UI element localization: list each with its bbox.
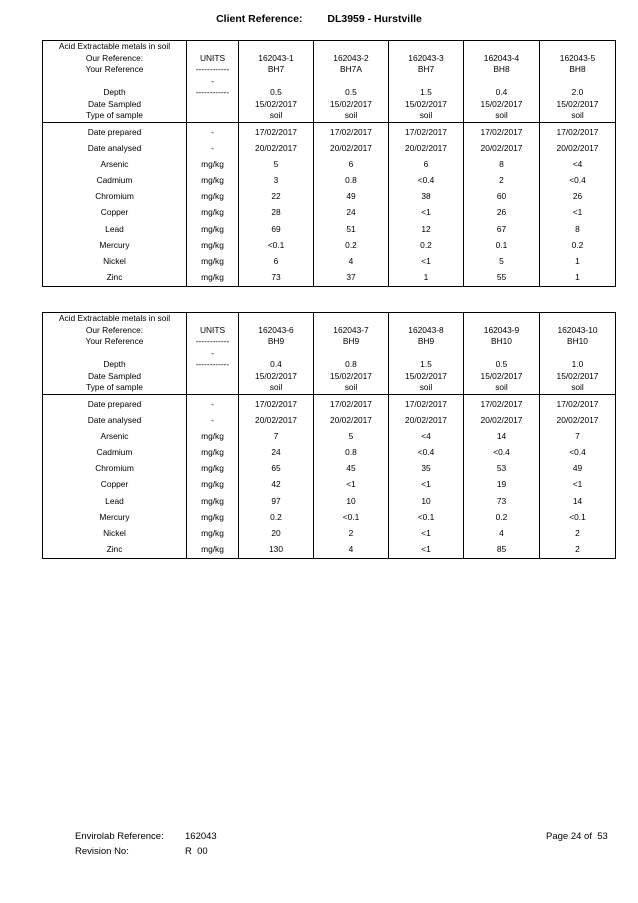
table-row <box>43 494 616 510</box>
result-value: 65 <box>239 461 314 477</box>
result-value: <0.1 <box>314 510 389 526</box>
result-value: 20/02/2017 <box>239 413 314 429</box>
sample-type: soil <box>269 110 283 120</box>
result-value: 35 <box>389 461 464 477</box>
analyte-name: Cadmium <box>43 173 187 189</box>
sample-date-sampled: 15/02/2017 <box>330 370 372 381</box>
result-value: 20/02/2017 <box>540 413 616 429</box>
results-table-2 <box>42 312 616 559</box>
sample-column <box>540 41 616 123</box>
sample-column <box>464 41 540 123</box>
result-value: 8 <box>464 157 540 173</box>
analyte-name: Date prepared <box>43 125 187 141</box>
analyte-unit: - <box>187 413 239 429</box>
table-row <box>43 542 616 559</box>
sample-spacer <box>314 313 388 325</box>
units-header-cell <box>187 382 238 394</box>
result-value: 85 <box>464 542 540 559</box>
table-title: Acid Extractable metals in soil <box>58 41 171 51</box>
result-value: 3 <box>239 173 314 189</box>
sample-depth: 0.5 <box>495 359 508 369</box>
analyte-name: Date analysed <box>43 141 187 157</box>
units-column <box>187 41 239 123</box>
sample-spacer <box>239 76 313 88</box>
result-value: 60 <box>464 189 540 205</box>
analyte-name: Lead <box>43 222 187 238</box>
analyte-unit: mg/kg <box>187 477 239 493</box>
table-row <box>43 189 616 205</box>
result-value: 6 <box>314 157 389 173</box>
table-row <box>43 429 616 445</box>
sample-type: soil <box>495 110 508 120</box>
analyte-unit: - <box>187 125 239 141</box>
analyte-name: Date prepared <box>43 397 187 413</box>
sample-your-reference: BH9 <box>417 336 435 346</box>
sample-our-reference: 162043-9 <box>483 324 520 335</box>
result-value: 49 <box>314 189 389 205</box>
result-value: 2 <box>540 542 616 559</box>
result-value: 17/02/2017 <box>239 125 314 141</box>
result-value: 10 <box>389 494 464 510</box>
analyte-name: Nickel <box>43 526 187 542</box>
result-value: 0.2 <box>314 238 389 254</box>
result-value: 0.2 <box>389 238 464 254</box>
sample-date-sampled: 15/02/2017 <box>405 98 447 109</box>
result-value: 10 <box>314 494 389 510</box>
sample-column <box>540 313 616 395</box>
result-value: 0.8 <box>314 173 389 189</box>
units-header-cell: - <box>211 75 214 86</box>
result-value: 17/02/2017 <box>389 125 464 141</box>
result-value: 12 <box>389 222 464 238</box>
table-row <box>43 173 616 189</box>
units-spacer <box>187 313 238 325</box>
sample-our-reference: 162043-10 <box>557 324 598 335</box>
sample-spacer <box>464 76 539 88</box>
envirolab-reference-value: 162043 <box>185 831 217 842</box>
result-value: <0.1 <box>540 510 616 526</box>
analyte-name: Arsenic <box>43 429 187 445</box>
sample-date-sampled: 15/02/2017 <box>330 98 372 109</box>
header-label <box>43 76 186 88</box>
result-value: <0.1 <box>389 510 464 526</box>
sample-column <box>314 41 389 123</box>
result-value: 1 <box>540 270 616 287</box>
result-value: 17/02/2017 <box>540 397 616 413</box>
analyte-unit: mg/kg <box>187 510 239 526</box>
sample-spacer <box>239 313 313 325</box>
analyte-name: Mercury <box>43 510 187 526</box>
sample-type: soil <box>344 110 358 120</box>
analyte-name: Nickel <box>43 254 187 270</box>
sample-column <box>389 41 464 123</box>
sample-depth: 0.5 <box>345 87 357 97</box>
header-label: Your Reference <box>85 64 144 74</box>
table-row <box>43 141 616 157</box>
table-row <box>43 125 616 141</box>
sample-your-reference: BH10 <box>567 336 588 346</box>
sample-spacer <box>540 313 615 325</box>
sample-spacer <box>540 41 615 53</box>
analyte-name: Zinc <box>43 542 187 559</box>
result-value: <0.4 <box>389 173 464 189</box>
units-header-cell: ------------ <box>195 336 230 346</box>
result-value: <4 <box>389 429 464 445</box>
sample-column <box>239 41 314 123</box>
result-value: <1 <box>389 254 464 270</box>
analyte-name: Date analysed <box>43 413 187 429</box>
sample-your-reference: BH10 <box>491 336 512 346</box>
table-row <box>43 477 616 493</box>
analyte-unit: mg/kg <box>187 222 239 238</box>
sample-your-reference: BH9 <box>267 336 285 346</box>
sample-spacer <box>464 313 539 325</box>
result-value: 73 <box>239 270 314 287</box>
analyte-name: Mercury <box>43 238 187 254</box>
result-value: 73 <box>464 494 540 510</box>
sample-date-sampled: 15/02/2017 <box>255 98 297 109</box>
table-row <box>43 397 616 413</box>
analyte-name: Copper <box>43 477 187 493</box>
units-header-cell: - <box>211 347 214 358</box>
header-label: Date Sampled <box>87 98 142 109</box>
result-value: <1 <box>389 542 464 559</box>
result-value: 20/02/2017 <box>540 141 616 157</box>
result-value: 17/02/2017 <box>540 125 616 141</box>
client-reference-header <box>0 13 638 25</box>
sample-spacer <box>464 41 539 53</box>
analyte-unit: mg/kg <box>187 189 239 205</box>
analyte-name: Chromium <box>43 189 187 205</box>
header-label: Depth <box>103 87 126 97</box>
units-spacer <box>187 41 238 53</box>
analyte-name: Arsenic <box>43 157 187 173</box>
analyte-unit: mg/kg <box>187 173 239 189</box>
result-value: 42 <box>239 477 314 493</box>
label-column <box>43 313 187 395</box>
units-header-cell: ------------ <box>195 359 230 369</box>
result-value: 20/02/2017 <box>314 141 389 157</box>
sample-our-reference: 162043-5 <box>559 52 596 63</box>
result-value: 17/02/2017 <box>314 397 389 413</box>
result-value: 67 <box>464 222 540 238</box>
header-row <box>43 313 616 395</box>
result-value: 20/02/2017 <box>464 141 540 157</box>
results-table-1 <box>42 40 616 287</box>
result-value: 17/02/2017 <box>314 125 389 141</box>
result-value: 5 <box>239 157 314 173</box>
result-value: 26 <box>540 189 616 205</box>
units-header-cell <box>187 99 238 111</box>
sample-spacer <box>314 76 388 88</box>
sample-depth: 1.5 <box>420 87 432 97</box>
sample-our-reference: 162043-8 <box>408 324 444 335</box>
result-value: 22 <box>239 189 314 205</box>
result-value: 53 <box>464 461 540 477</box>
analyte-name: Chromium <box>43 461 187 477</box>
result-value: 1 <box>540 254 616 270</box>
sample-spacer <box>239 41 313 53</box>
sample-spacer <box>540 76 615 88</box>
table-row <box>43 526 616 542</box>
analyte-unit: mg/kg <box>187 461 239 477</box>
result-value: 20/02/2017 <box>239 141 314 157</box>
result-value: 17/02/2017 <box>239 397 314 413</box>
header-label <box>43 348 186 360</box>
result-value: 2 <box>540 526 616 542</box>
analyte-unit: mg/kg <box>187 542 239 559</box>
sample-type: soil <box>419 110 433 120</box>
table-row <box>43 222 616 238</box>
client-reference-value: DL3959 - Hurstville <box>327 13 422 25</box>
sample-depth: 0.8 <box>345 359 357 369</box>
result-value: 24 <box>314 205 389 221</box>
result-value: 2 <box>314 526 389 542</box>
header-label: Our Reference: <box>85 52 144 63</box>
result-value: 4 <box>464 526 540 542</box>
sample-your-reference: BH8 <box>493 64 510 74</box>
table-row <box>43 238 616 254</box>
header-label: Depth <box>103 359 126 369</box>
result-value: 4 <box>314 542 389 559</box>
sample-type: soil <box>495 382 508 392</box>
sample-your-reference: BH8 <box>569 64 586 74</box>
sample-spacer <box>314 41 388 53</box>
label-column <box>43 41 187 123</box>
sample-spacer <box>389 348 463 360</box>
result-value: 26 <box>464 205 540 221</box>
result-value: 69 <box>239 222 314 238</box>
sample-column <box>239 313 314 395</box>
analyte-name: Cadmium <box>43 445 187 461</box>
result-value: <0.4 <box>389 445 464 461</box>
result-value: 19 <box>464 477 540 493</box>
result-value: 4 <box>314 254 389 270</box>
result-value: 17/02/2017 <box>389 397 464 413</box>
envirolab-reference-label: Envirolab Reference: <box>75 831 164 842</box>
sample-type: soil <box>571 110 584 120</box>
result-value: 7 <box>239 429 314 445</box>
header-label: Date Sampled <box>87 370 142 381</box>
result-value: 6 <box>389 157 464 173</box>
analyte-name: Zinc <box>43 270 187 287</box>
table-row <box>43 510 616 526</box>
header-label: Type of sample <box>86 110 143 120</box>
sample-spacer <box>389 41 463 53</box>
table-row <box>43 205 616 221</box>
result-value: 0.2 <box>239 510 314 526</box>
result-value: 1 <box>389 270 464 287</box>
sample-depth: 2.0 <box>571 87 584 97</box>
result-value: 0.1 <box>464 238 540 254</box>
sample-date-sampled: 15/02/2017 <box>480 370 523 381</box>
sample-spacer <box>314 348 388 360</box>
result-value: 17/02/2017 <box>464 397 540 413</box>
sample-spacer <box>389 76 463 88</box>
result-value: 20/02/2017 <box>389 413 464 429</box>
sample-your-reference: BH9 <box>342 336 360 346</box>
result-value: 20/02/2017 <box>389 141 464 157</box>
result-value: <1 <box>389 526 464 542</box>
analyte-unit: - <box>187 141 239 157</box>
analyte-unit: mg/kg <box>187 494 239 510</box>
result-value: 20/02/2017 <box>314 413 389 429</box>
table-row <box>43 413 616 429</box>
sample-column <box>389 313 464 395</box>
result-value: 20/02/2017 <box>464 413 540 429</box>
sample-our-reference: 162043-4 <box>483 52 520 63</box>
result-value: 24 <box>239 445 314 461</box>
result-value: <0.4 <box>540 173 616 189</box>
sample-our-reference: 162043-7 <box>333 324 369 335</box>
table-row <box>43 445 616 461</box>
sample-date-sampled: 15/02/2017 <box>480 98 523 109</box>
sample-spacer <box>464 348 539 360</box>
revision-label: Revision No: <box>75 846 129 857</box>
units-header-cell: ------------ <box>195 87 230 97</box>
result-value: 0.8 <box>314 445 389 461</box>
sample-spacer <box>239 348 313 360</box>
units-header-cell <box>187 371 238 383</box>
result-value: 2 <box>464 173 540 189</box>
client-reference-label: Client Reference: <box>216 13 303 25</box>
result-value: <1 <box>389 477 464 493</box>
result-value: 45 <box>314 461 389 477</box>
result-value: <1 <box>540 205 616 221</box>
table-row <box>43 157 616 173</box>
sample-your-reference: BH7A <box>340 64 362 74</box>
units-header-cell: ------------ <box>195 64 230 74</box>
sample-our-reference: 162043-6 <box>258 324 294 335</box>
sample-depth: 1.0 <box>571 359 584 369</box>
sample-your-reference: BH7 <box>417 64 435 74</box>
revision-value: R 00 <box>185 846 208 857</box>
sample-spacer <box>540 348 615 360</box>
result-value: 49 <box>540 461 616 477</box>
sample-type: soil <box>419 382 433 392</box>
analyte-unit: mg/kg <box>187 157 239 173</box>
analyte-name: Lead <box>43 494 187 510</box>
units-header-cell: UNITS <box>199 52 226 63</box>
header-label: Type of sample <box>86 382 143 392</box>
result-value: <4 <box>540 157 616 173</box>
sample-depth: 0.4 <box>495 87 508 97</box>
sample-type: soil <box>344 382 358 392</box>
header-label: Your Reference <box>85 336 144 346</box>
result-value: 97 <box>239 494 314 510</box>
result-value: 14 <box>540 494 616 510</box>
sample-depth: 0.5 <box>270 87 282 97</box>
sample-type: soil <box>571 382 584 392</box>
result-value: 51 <box>314 222 389 238</box>
sample-date-sampled: 15/02/2017 <box>556 370 599 381</box>
result-value: <1 <box>314 477 389 493</box>
result-value: <0.4 <box>464 445 540 461</box>
table-title: Acid Extractable metals in soil <box>58 313 171 323</box>
result-value: 37 <box>314 270 389 287</box>
result-value: 0.2 <box>540 238 616 254</box>
result-value: 38 <box>389 189 464 205</box>
result-value: 55 <box>464 270 540 287</box>
sample-column <box>314 313 389 395</box>
analyte-unit: mg/kg <box>187 526 239 542</box>
sample-depth: 1.5 <box>420 359 432 369</box>
sample-date-sampled: 15/02/2017 <box>405 370 447 381</box>
analyte-unit: mg/kg <box>187 205 239 221</box>
analyte-unit: mg/kg <box>187 270 239 287</box>
result-value: 130 <box>239 542 314 559</box>
result-value: 28 <box>239 205 314 221</box>
sample-your-reference: BH7 <box>267 64 285 74</box>
analyte-unit: mg/kg <box>187 238 239 254</box>
result-value: 8 <box>540 222 616 238</box>
result-value: 7 <box>540 429 616 445</box>
sample-depth: 0.4 <box>270 359 282 369</box>
result-value: 20 <box>239 526 314 542</box>
units-header-cell: UNITS <box>199 324 226 335</box>
header-row <box>43 41 616 123</box>
sample-our-reference: 162043-2 <box>333 52 369 63</box>
analyte-unit: mg/kg <box>187 254 239 270</box>
result-value: 14 <box>464 429 540 445</box>
result-value: <0.1 <box>239 238 314 254</box>
result-value: <1 <box>540 477 616 493</box>
result-value: 0.2 <box>464 510 540 526</box>
result-value: <0.4 <box>540 445 616 461</box>
result-value: 5 <box>314 429 389 445</box>
sample-our-reference: 162043-3 <box>408 52 444 63</box>
table-row <box>43 461 616 477</box>
table-row <box>43 270 616 287</box>
sample-date-sampled: 15/02/2017 <box>255 370 297 381</box>
result-value: 17/02/2017 <box>464 125 540 141</box>
units-column <box>187 313 239 395</box>
page-number: Page 24 of 53 <box>546 831 608 842</box>
analyte-name: Copper <box>43 205 187 221</box>
result-value: 5 <box>464 254 540 270</box>
analyte-unit: mg/kg <box>187 429 239 445</box>
sample-spacer <box>389 313 463 325</box>
sample-our-reference: 162043-1 <box>258 52 294 63</box>
analyte-unit: - <box>187 397 239 413</box>
sample-type: soil <box>269 382 283 392</box>
header-label: Our Reference: <box>85 324 144 335</box>
result-value: <1 <box>389 205 464 221</box>
sample-date-sampled: 15/02/2017 <box>556 98 599 109</box>
sample-column <box>464 313 540 395</box>
table-row <box>43 254 616 270</box>
units-header-cell <box>187 110 238 122</box>
analyte-unit: mg/kg <box>187 445 239 461</box>
result-value: 6 <box>239 254 314 270</box>
